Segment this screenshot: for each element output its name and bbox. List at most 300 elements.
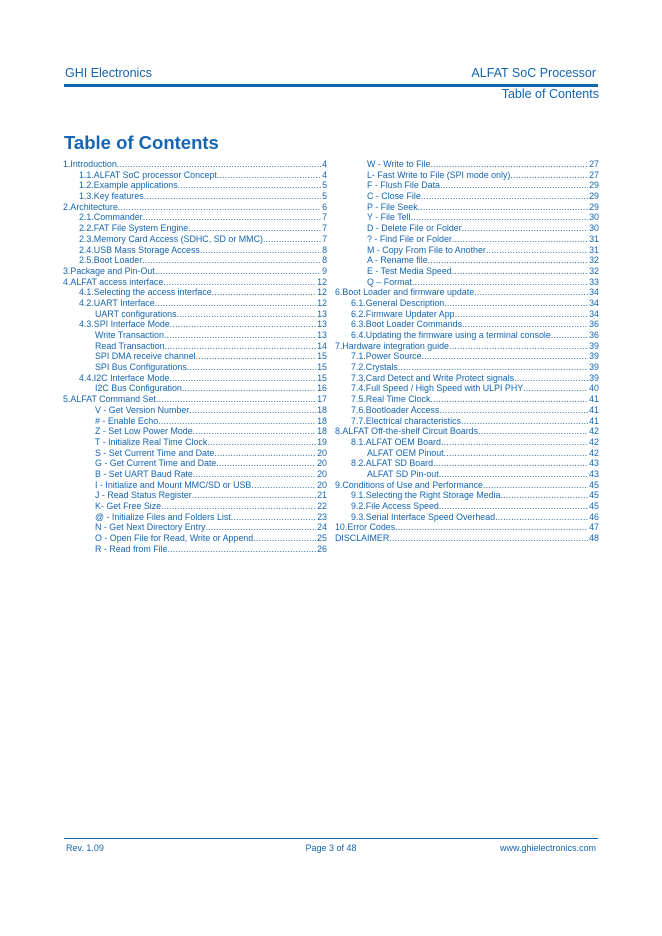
- toc-dot-leader: [142, 255, 321, 266]
- toc-entry-title: E - Test Media Speed: [367, 265, 452, 276]
- toc-entry-page: 15: [317, 351, 327, 362]
- toc-entry-page: 40: [589, 383, 599, 394]
- toc-dot-leader: [158, 416, 316, 427]
- toc-entry-title: C - Close File: [367, 191, 421, 202]
- toc-entry-title: 1.3.Key features: [79, 191, 144, 202]
- toc-dot-leader: [440, 180, 588, 191]
- toc-entry[interactable]: [63, 212, 327, 223]
- toc-entry[interactable]: [335, 383, 599, 394]
- toc-entry-page: 27: [589, 159, 599, 169]
- toc-entry[interactable]: [335, 277, 599, 288]
- toc-entry-title: T - Initialize Real Time Clock: [95, 436, 208, 447]
- toc-dot-leader: [263, 234, 321, 245]
- toc-entry-page: 5: [322, 180, 327, 191]
- toc-entry[interactable]: [335, 522, 599, 533]
- toc-entry-title: 6.3.Boot Loader Commands: [351, 319, 463, 330]
- toc-entry-title: S - Set Current Time and Date: [95, 447, 215, 458]
- toc-dot-leader: [439, 469, 588, 480]
- toc-dot-leader: [155, 266, 321, 277]
- footer-rule: [64, 838, 598, 839]
- toc-entry-title: 8.2.ALFAT SD Board: [351, 458, 434, 469]
- toc-dot-leader: [430, 159, 588, 170]
- toc-dot-leader: [462, 223, 588, 234]
- toc-entry[interactable]: [63, 159, 327, 170]
- toc-entry-title: A - Rename file: [367, 255, 428, 266]
- toc-entry-title: I - Initialize and Mount MMC/SD or USB: [95, 479, 252, 490]
- toc-dot-leader: [231, 512, 316, 523]
- toc-entry-title: 1.1.ALFAT SoC processor Concept: [79, 169, 217, 180]
- toc-entry-title: 1.2.Example applications: [79, 180, 178, 191]
- toc-entry[interactable]: [63, 180, 327, 191]
- toc-dot-leader: [205, 522, 316, 533]
- toc-entry-page: 34: [589, 287, 599, 298]
- toc-entry-title: Write Transaction: [95, 330, 164, 340]
- toc-entry-title: 6.Boot Loader and firmware update: [335, 287, 475, 298]
- toc-entry-title: 9.3.Serial Interface Speed Overhead: [351, 511, 496, 522]
- toc-entry[interactable]: [63, 255, 327, 266]
- toc-dot-leader: [501, 490, 589, 501]
- toc-entry[interactable]: [335, 180, 599, 191]
- toc-entry[interactable]: [63, 170, 327, 181]
- toc-entry-page: 20: [317, 458, 327, 469]
- toc-dot-leader: [163, 277, 316, 288]
- toc-entry-page: 29: [589, 201, 599, 212]
- toc-entry-title: N - Get Next Directory Entry: [95, 522, 206, 533]
- toc-dot-leader: [430, 394, 588, 405]
- toc-entry-page: 13: [317, 330, 327, 340]
- toc-entry[interactable]: [63, 437, 327, 448]
- toc-dot-leader: [474, 287, 588, 298]
- toc-entry[interactable]: [63, 319, 327, 330]
- toc-entry-title: 7.4.Full Speed / High Speed with ULPI PHY: [351, 383, 524, 394]
- toc-entry-page: 33: [589, 276, 599, 287]
- toc-entry[interactable]: [335, 330, 599, 341]
- toc-entry-title: 6.4.Updating the firmware using a terminal console: [351, 330, 551, 340]
- toc-entry-title: 6.2.Firmware Updater App: [351, 308, 455, 319]
- toc-entry-title: 7.2.Crystals: [351, 362, 398, 373]
- toc-entry-page: 45: [589, 479, 599, 490]
- toc-dot-leader: [193, 469, 316, 480]
- toc-entry-page: 39: [589, 372, 599, 383]
- toc-entry[interactable]: [63, 469, 327, 480]
- toc-entry[interactable]: [335, 159, 599, 170]
- toc-entry-page: 20: [317, 447, 327, 458]
- toc-entry-page: 41: [589, 394, 599, 405]
- toc-entry-page: 18: [317, 404, 327, 415]
- toc-entry-page: 4: [322, 159, 327, 169]
- toc-entry-title: 4.ALFAT access interface: [63, 276, 164, 287]
- toc-dot-leader: [418, 202, 588, 213]
- toc-entry[interactable]: [335, 437, 599, 448]
- footer-page-number: Page 3 of 48: [305, 843, 357, 853]
- toc-dot-leader: [495, 512, 588, 523]
- toc-entry[interactable]: [63, 416, 327, 427]
- toc-entry[interactable]: [63, 330, 327, 341]
- header-company: GHI Electronics: [65, 66, 152, 80]
- toc-entry-title: G - Get Current Time and Date: [95, 458, 217, 469]
- toc-entry[interactable]: [335, 245, 599, 256]
- toc-entry-page: 30: [589, 223, 599, 234]
- toc-entry[interactable]: [335, 170, 599, 181]
- toc-entry[interactable]: [335, 191, 599, 202]
- toc-entry-page: 45: [589, 501, 599, 511]
- toc-entry-title: 6.1.General Description: [351, 297, 445, 308]
- toc-entry-title: 7.6.Bootloader Access: [351, 404, 440, 415]
- toc-entry-title: D - Delete File or Folder: [367, 223, 462, 234]
- toc-entry[interactable]: [63, 245, 327, 256]
- toc-entry-page: 13: [317, 308, 327, 319]
- toc-entry[interactable]: [335, 287, 599, 298]
- toc-entry-title: # - Enable Echo: [95, 415, 159, 426]
- toc-entry[interactable]: [63, 490, 327, 501]
- toc-entry-page: 39: [589, 362, 599, 373]
- toc-dot-leader: [143, 212, 321, 223]
- toc-entry-title: I2C Bus Configuration: [95, 383, 182, 394]
- toc-entry-page: 20: [317, 479, 327, 490]
- toc-dot-leader: [421, 191, 588, 202]
- toc-entry-page: 7: [322, 223, 327, 234]
- toc-entry[interactable]: [335, 512, 599, 523]
- toc-entry-page: 22: [317, 501, 327, 511]
- toc-dot-leader: [200, 245, 321, 256]
- toc-entry-page: 42: [589, 436, 599, 447]
- toc-dot-leader: [449, 341, 588, 352]
- toc-entry-title: SPI Bus Configurations: [95, 362, 187, 373]
- toc-dot-leader: [187, 362, 316, 373]
- toc-entry[interactable]: [63, 298, 327, 309]
- toc-entry[interactable]: [335, 394, 599, 405]
- toc-dot-leader: [514, 373, 588, 384]
- toc-entry[interactable]: [335, 266, 599, 277]
- toc-dot-leader: [510, 170, 588, 181]
- toc-entry-page: 29: [589, 191, 599, 202]
- toc-entry[interactable]: [63, 191, 327, 202]
- toc-entry[interactable]: [63, 383, 327, 394]
- toc-entry-page: 31: [589, 233, 599, 244]
- toc-entry-title: 7.7.Electrical characteristics: [351, 415, 461, 426]
- toc-entry[interactable]: [63, 501, 327, 512]
- toc-entry-title: 4.4.I2C Interface Mode: [79, 372, 170, 383]
- toc-entry[interactable]: [63, 234, 327, 245]
- toc-entry[interactable]: [63, 341, 327, 352]
- toc-entry-title: 8.ALFAT Off-the-shelf Circuit Boards: [335, 426, 479, 437]
- toc-entry-title: 2.4.USB Mass Storage Access: [79, 244, 200, 255]
- toc-entry[interactable]: [335, 255, 599, 266]
- toc-entry[interactable]: [335, 458, 599, 469]
- toc-entry-page: 19: [317, 436, 327, 447]
- toc-entry-page: 18: [317, 415, 327, 426]
- toc-entry-title: 7.Hardware integration guide: [335, 340, 449, 351]
- toc-entry[interactable]: [63, 266, 327, 277]
- toc-entry-page: 41: [589, 404, 599, 415]
- toc-entry-page: 12: [317, 287, 327, 298]
- toc-entry-title: Q – Format: [367, 276, 412, 287]
- toc-entry[interactable]: [63, 277, 327, 288]
- toc-entry-title: UART configurations: [95, 308, 177, 319]
- toc-entry-title: 7.3.Card Detect and Write Protect signals: [351, 372, 515, 383]
- toc-entry-page: 23: [317, 511, 327, 522]
- toc-entry-page: 41: [589, 415, 599, 426]
- toc-dot-leader: [165, 341, 317, 352]
- toc-entry[interactable]: [335, 362, 599, 373]
- toc-dot-leader: [398, 362, 588, 373]
- toc-entry[interactable]: [335, 480, 599, 491]
- toc-entry-title: ALFAT OEM Pinout: [367, 447, 444, 458]
- toc-entry[interactable]: [63, 480, 327, 491]
- toc-dot-leader: [196, 351, 316, 362]
- toc-entry-title: Z - Set Low Power Mode: [95, 426, 193, 437]
- toc-dot-leader: [216, 458, 316, 469]
- toc-entry-page: 42: [589, 426, 599, 437]
- toc-dot-leader: [177, 309, 317, 320]
- toc-entry-title: J - Read Status Register: [95, 490, 192, 501]
- toc-entry[interactable]: [335, 448, 599, 459]
- toc-right-column: [335, 159, 599, 544]
- toc-entry[interactable]: [63, 544, 327, 555]
- toc-entry-title: W - Write to File: [367, 159, 431, 169]
- toc-dot-leader: [217, 170, 321, 181]
- toc-entry-title: 2.5.Boot Loader: [79, 255, 143, 266]
- toc-dot-leader: [439, 501, 588, 512]
- toc-dot-leader: [439, 405, 588, 416]
- toc-dot-leader: [170, 319, 316, 330]
- toc-dot-leader: [444, 298, 588, 309]
- toc-entry-page: 43: [589, 468, 599, 479]
- toc-dot-leader: [207, 437, 316, 448]
- toc-entry[interactable]: [335, 533, 599, 544]
- toc-dot-leader: [156, 394, 316, 405]
- toc-entry-page: 17: [317, 394, 327, 405]
- toc-dot-leader: [523, 383, 588, 394]
- toc-entry-page: 39: [589, 340, 599, 351]
- header-product: ALFAT SoC Processor: [471, 66, 596, 80]
- toc-dot-leader: [253, 533, 316, 544]
- toc-entry-title: V - Get Version Number: [95, 404, 190, 415]
- toc-entry-page: 24: [317, 522, 327, 533]
- toc-entry[interactable]: [335, 351, 599, 362]
- toc-entry-page: 26: [317, 543, 327, 554]
- toc-dot-leader: [455, 309, 589, 320]
- toc-entry-title: ALFAT SD Pin-out: [367, 468, 439, 479]
- toc-entry-title: 4.3.SPI Interface Mode: [79, 319, 170, 330]
- toc-entry-page: 31: [589, 244, 599, 255]
- toc-dot-leader: [192, 490, 316, 501]
- toc-entry-title: O - Open File for Read, Write or Append: [95, 533, 254, 544]
- toc-entry-title: M - Copy From File to Another: [367, 244, 486, 255]
- toc-dot-leader: [486, 245, 588, 256]
- toc-entry[interactable]: [335, 341, 599, 352]
- toc-entry-page: 32: [589, 265, 599, 276]
- toc-entry[interactable]: [335, 416, 599, 427]
- toc-entry[interactable]: [63, 458, 327, 469]
- toc-entry-title: 9.2.File Access Speed: [351, 501, 439, 511]
- toc-entry[interactable]: [63, 533, 327, 544]
- toc-entry-title: 4.1.Selecting the access interface: [79, 287, 212, 298]
- toc-entry[interactable]: [335, 202, 599, 213]
- toc-entry[interactable]: [63, 373, 327, 384]
- toc-entry[interactable]: [63, 522, 327, 533]
- toc-entry-title: 7.5.Real Time Clock: [351, 394, 431, 405]
- toc-entry[interactable]: [335, 319, 599, 330]
- toc-dot-leader: [251, 480, 316, 491]
- toc-dot-leader: [462, 319, 588, 330]
- toc-entry-page: 46: [589, 511, 599, 522]
- toc-entry-page: 27: [589, 169, 599, 180]
- toc-entry-title: 7.1.Power Source: [351, 351, 422, 362]
- toc-entry-page: 25: [317, 533, 327, 544]
- toc-entry[interactable]: [63, 362, 327, 373]
- toc-dot-leader: [212, 287, 316, 298]
- toc-entry-page: 12: [317, 297, 327, 308]
- toc-entry-title: 4.2.UART Interface: [79, 297, 155, 308]
- toc-entry[interactable]: [335, 298, 599, 309]
- toc-dot-leader: [433, 458, 588, 469]
- toc-entry-page: 14: [317, 340, 327, 351]
- toc-entry-title: 8.1.ALFAT OEM Board: [351, 436, 441, 447]
- toc-entry[interactable]: [63, 223, 327, 234]
- toc-entry-title: Read Transaction: [95, 340, 165, 351]
- toc-entry-page: 39: [589, 351, 599, 362]
- toc-dot-leader: [117, 159, 321, 170]
- toc-dot-leader: [168, 544, 317, 555]
- toc-entry[interactable]: [63, 202, 327, 213]
- toc-entry-title: SPI DMA receive channel: [95, 351, 196, 362]
- toc-dot-leader: [444, 448, 589, 459]
- toc-dot-leader: [395, 522, 588, 533]
- toc-entry-page: 34: [589, 297, 599, 308]
- toc-entry-page: 45: [589, 490, 599, 501]
- toc-left-column: [63, 159, 327, 554]
- toc-entry-page: 48: [589, 533, 599, 544]
- toc-entry-page: 34: [589, 308, 599, 319]
- toc-entry-title: B - Set UART Baud Rate: [95, 468, 193, 479]
- toc-entry-page: 32: [589, 255, 599, 266]
- toc-entry-title: 1.Introduction: [63, 159, 117, 169]
- toc-entry[interactable]: [335, 405, 599, 416]
- toc-entry[interactable]: [335, 373, 599, 384]
- toc-dot-leader: [161, 501, 316, 512]
- toc-dot-leader: [155, 298, 316, 309]
- toc-entry[interactable]: [335, 212, 599, 223]
- toc-entry[interactable]: [335, 501, 599, 512]
- toc-entry-title: 2.2.FAT File System Engine: [79, 223, 189, 234]
- toc-entry[interactable]: [335, 309, 599, 320]
- toc-dot-leader: [461, 416, 588, 427]
- toc-entry[interactable]: [335, 469, 599, 480]
- toc-entry-title: 3.Package and Pin-Out: [63, 265, 155, 276]
- toc-entry-page: 36: [589, 330, 599, 340]
- toc-entry-page: 4: [322, 169, 327, 180]
- toc-entry-title: 2.Architecture: [63, 201, 118, 212]
- toc-dot-leader: [182, 383, 316, 394]
- toc-entry[interactable]: [63, 309, 327, 320]
- toc-dot-leader: [144, 191, 321, 202]
- toc-entry-page: 43: [589, 458, 599, 469]
- toc-entry-page: 7: [322, 233, 327, 244]
- toc-entry-page: 8: [322, 244, 327, 255]
- toc-entry-page: 12: [317, 276, 327, 287]
- toc-entry-page: 13: [317, 319, 327, 330]
- toc-entry-page: 16: [317, 383, 327, 394]
- toc-entry-title: ? - Find File or Folder: [367, 233, 452, 244]
- toc-entry-title: @ - Initialize Files and Folders List: [95, 511, 231, 522]
- toc-entry-page: 36: [589, 319, 599, 330]
- toc-entry-page: 6: [322, 201, 327, 212]
- toc-dot-leader: [411, 212, 589, 223]
- toc-dot-leader: [389, 533, 588, 544]
- toc-entry-title: 10.Error Codes: [335, 522, 396, 533]
- toc-entry-title: 2.1.Commander: [79, 212, 143, 223]
- header-section: Table of Contents: [501, 87, 599, 101]
- toc-entry-title: Y - File Tell: [367, 212, 411, 223]
- toc-dot-leader: [178, 180, 321, 191]
- footer-url[interactable]: www.ghielectronics.com: [499, 843, 596, 853]
- toc-dot-leader: [551, 330, 588, 341]
- toc-dot-leader: [478, 426, 588, 437]
- toc-entry[interactable]: [63, 448, 327, 459]
- toc-dot-leader: [193, 426, 316, 437]
- toc-entry[interactable]: [335, 426, 599, 437]
- toc-entry[interactable]: [335, 490, 599, 501]
- toc-entry-page: 30: [589, 212, 599, 223]
- toc-entry-page: 8: [322, 255, 327, 266]
- toc-dot-leader: [428, 255, 588, 266]
- toc-entry-title: 9.1.Selecting the Right Storage Media: [351, 490, 501, 501]
- toc-dot-leader: [452, 266, 588, 277]
- toc-dot-leader: [422, 351, 589, 362]
- toc-entry-title: F - Flush File Data: [367, 180, 440, 191]
- toc-entry-title: 2.3.Memory Card Access (SDHC, SD or MMC): [79, 233, 263, 244]
- toc-entry[interactable]: [63, 287, 327, 298]
- toc-entry[interactable]: [63, 426, 327, 437]
- toc-entry-page: 15: [317, 372, 327, 383]
- footer-revision: Rev. 1.09: [66, 843, 104, 853]
- toc-dot-leader: [483, 480, 588, 491]
- toc-entry[interactable]: [63, 512, 327, 523]
- toc-entry[interactable]: [335, 234, 599, 245]
- toc-dot-leader: [452, 234, 588, 245]
- toc-dot-leader: [169, 373, 316, 384]
- toc-dot-leader: [189, 405, 316, 416]
- toc-entry-title: K- Get Free Size: [95, 501, 162, 511]
- toc-entry-title: 5.ALFAT Command Set: [63, 394, 156, 405]
- toc-entry-page: 42: [589, 447, 599, 458]
- toc-entry-title: 9.Conditions of Use and Performance: [335, 479, 483, 490]
- toc-entry[interactable]: [335, 223, 599, 234]
- toc-dot-leader: [412, 277, 588, 288]
- toc-entry[interactable]: [63, 394, 327, 405]
- toc-dot-leader: [164, 330, 316, 341]
- toc-entry-page: 20: [317, 468, 327, 479]
- toc-entry-page: 21: [317, 490, 327, 501]
- toc-entry[interactable]: [63, 351, 327, 362]
- toc-entry-page: 47: [589, 522, 599, 533]
- toc-dot-leader: [188, 223, 321, 234]
- toc-entry-title: DISCLAIMER: [335, 533, 390, 544]
- page-title: Table of Contents: [64, 132, 219, 153]
- toc-entry-title: R - Read from File: [95, 543, 168, 554]
- toc-entry-page: 5: [322, 191, 327, 202]
- toc-entry-page: 29: [589, 180, 599, 191]
- toc-entry-page: 15: [317, 362, 327, 373]
- toc-dot-leader: [118, 202, 321, 213]
- toc-entry-title: P - File Seek: [367, 201, 418, 212]
- toc-entry[interactable]: [63, 405, 327, 416]
- toc-dot-leader: [214, 448, 316, 459]
- toc-dot-leader: [441, 437, 588, 448]
- toc-entry-page: 18: [317, 426, 327, 437]
- toc-entry-title: L- Fast Write to File (SPI mode only): [367, 169, 511, 180]
